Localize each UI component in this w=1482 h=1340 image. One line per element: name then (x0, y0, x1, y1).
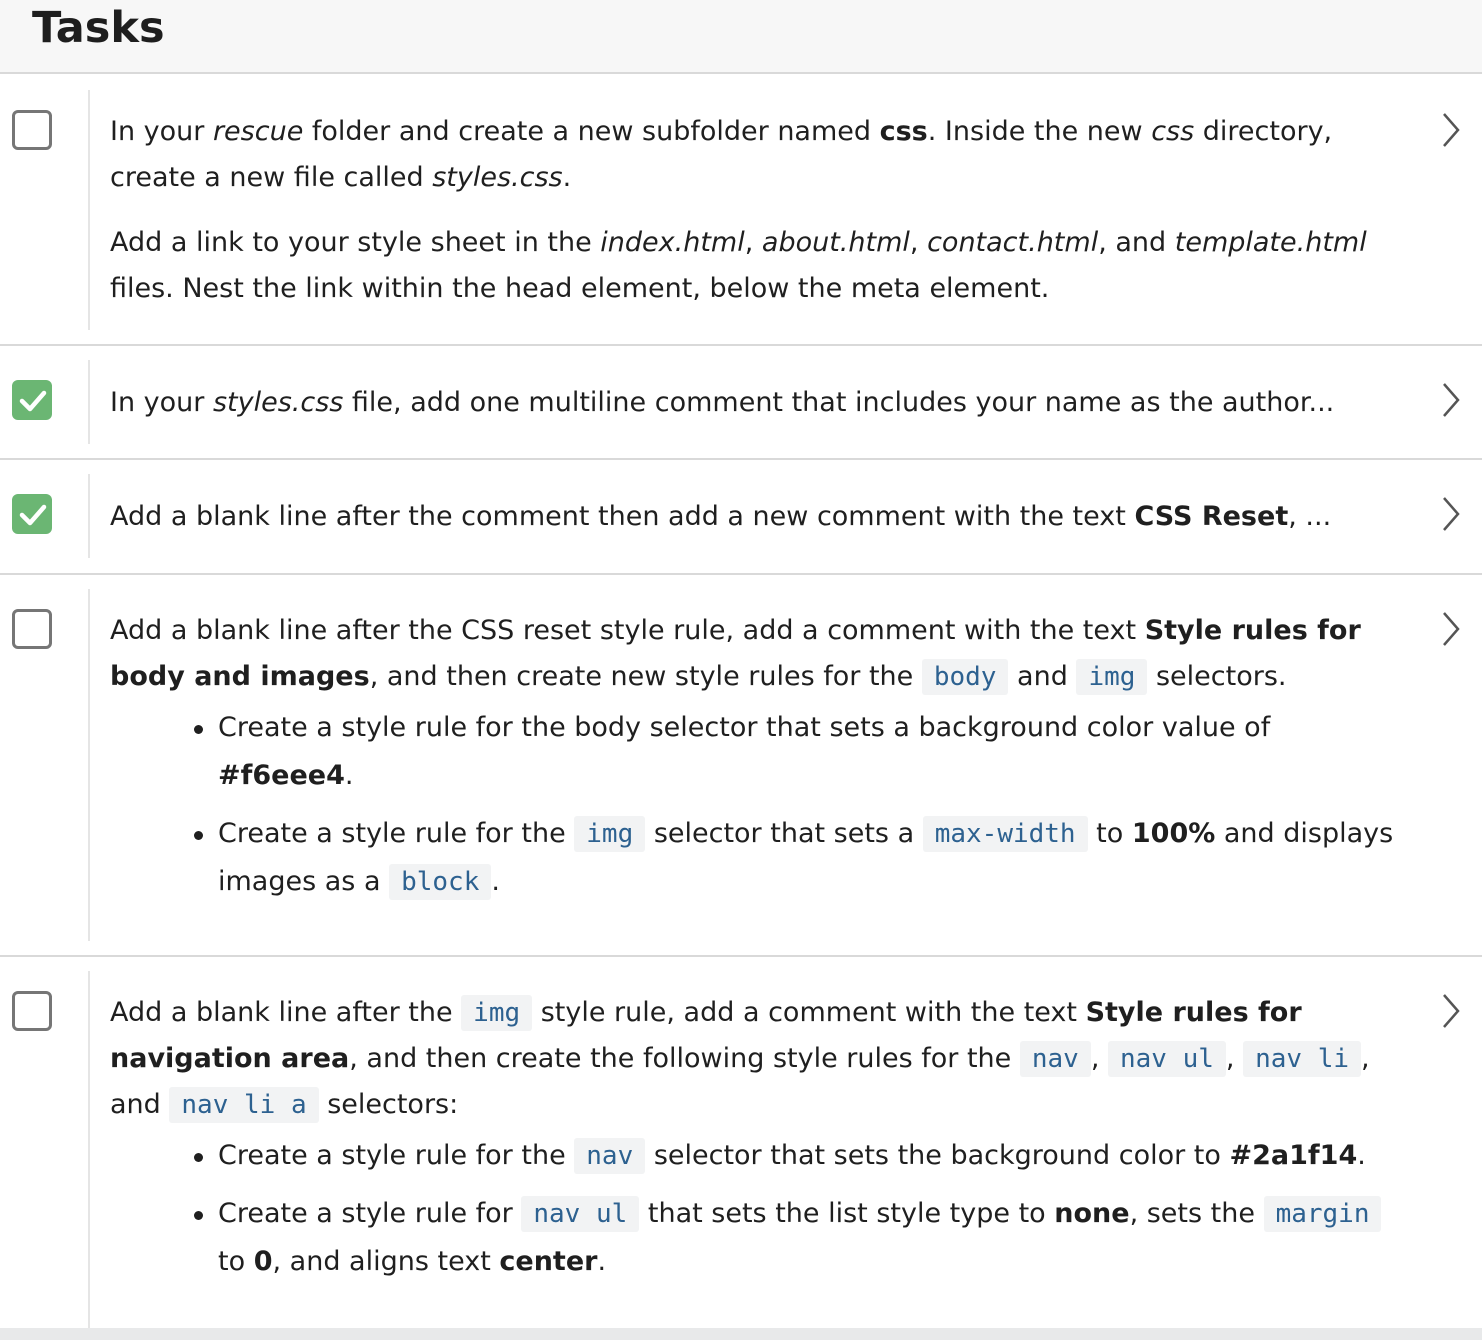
task-4-paragraph: Add a blank line after the CSS reset style rule, add a comment with the text Style rules for body and images, and then create new style rules for the body and img selectors. (110, 608, 1410, 700)
list-item: Create a style rule for the img selector that sets a max-width to 100% and displays images as a block . (218, 810, 1410, 906)
chevron-right-icon[interactable] (1438, 380, 1464, 420)
code-nav-li: nav li (1243, 1041, 1361, 1077)
task-1-paragraph-2: Add a link to your style sheet in the index.html, about.html, contact.html, and template.html files. Nest the link within the head element, below the meta element. (110, 227, 1367, 304)
code-img: img (1076, 659, 1147, 695)
tasks-header (0, 0, 1482, 74)
task-5-list (110, 1132, 1410, 1286)
task-3-text: Add a blank line after the comment then add a new comment with the text CSS Reset, ... (110, 501, 1332, 532)
chevron-right-icon[interactable] (1438, 991, 1464, 1031)
code-nav-ul: nav ul (521, 1196, 639, 1232)
task-3-checkbox[interactable] (12, 494, 52, 534)
task-1-paragraph-1: In your rescue folder and create a new subfolder named css. Inside the new css directory, create a new file called styles.css. (110, 116, 1333, 193)
checkmark-icon (12, 494, 54, 536)
task-item-4[interactable] (0, 575, 1482, 957)
task-2-text: In your styles.css file, add one multiline comment that includes your name as the author... (110, 387, 1335, 418)
horizontal-scrollbar[interactable] (0, 1328, 1482, 1340)
task-1-text (110, 109, 1410, 312)
code-block: block (389, 864, 491, 900)
task-5-checkbox[interactable] (12, 991, 52, 1031)
task-5-paragraph: Add a blank line after the img style rule, add a comment with the text Style rules for navigation area, and then create the following style rules for the nav , nav ul , nav li , and nav li a selectors: (110, 990, 1410, 1128)
task-4-checkbox[interactable] (12, 609, 52, 649)
chevron-right-icon[interactable] (1438, 110, 1464, 150)
list-item: Create a style rule for the body selector that sets a background color value of #f6eee4. (218, 704, 1410, 800)
code-max-width: max-width (923, 816, 1088, 852)
code-nav: nav (1020, 1041, 1091, 1077)
code-nav-li-a: nav li a (169, 1087, 318, 1123)
chevron-right-icon[interactable] (1438, 609, 1464, 649)
list-item: Create a style rule for the nav selector that sets the background color to #2a1f14. (218, 1132, 1410, 1180)
task-4-text (110, 608, 1410, 916)
task-item-5[interactable] (0, 957, 1482, 1328)
task-1-checkbox[interactable] (12, 110, 52, 150)
code-margin: margin (1264, 1196, 1382, 1232)
list-item: Create a style rule for nav ul that sets the list style type to none, sets the margin to 0, and aligns text center. (218, 1190, 1410, 1286)
task-item-2[interactable] (0, 346, 1482, 460)
code-nav-ul: nav ul (1108, 1041, 1226, 1077)
task-4-list (110, 704, 1410, 906)
code-img: img (574, 816, 645, 852)
task-item-1[interactable] (0, 76, 1482, 346)
page-title: Tasks (32, 3, 165, 53)
checkmark-icon (12, 380, 54, 422)
code-nav: nav (574, 1138, 645, 1174)
code-body: body (922, 659, 1009, 695)
task-item-3[interactable] (0, 460, 1482, 575)
task-2-checkbox[interactable] (12, 380, 52, 420)
code-img: img (461, 995, 532, 1031)
task-5-text (110, 990, 1410, 1296)
chevron-right-icon[interactable] (1438, 494, 1464, 534)
